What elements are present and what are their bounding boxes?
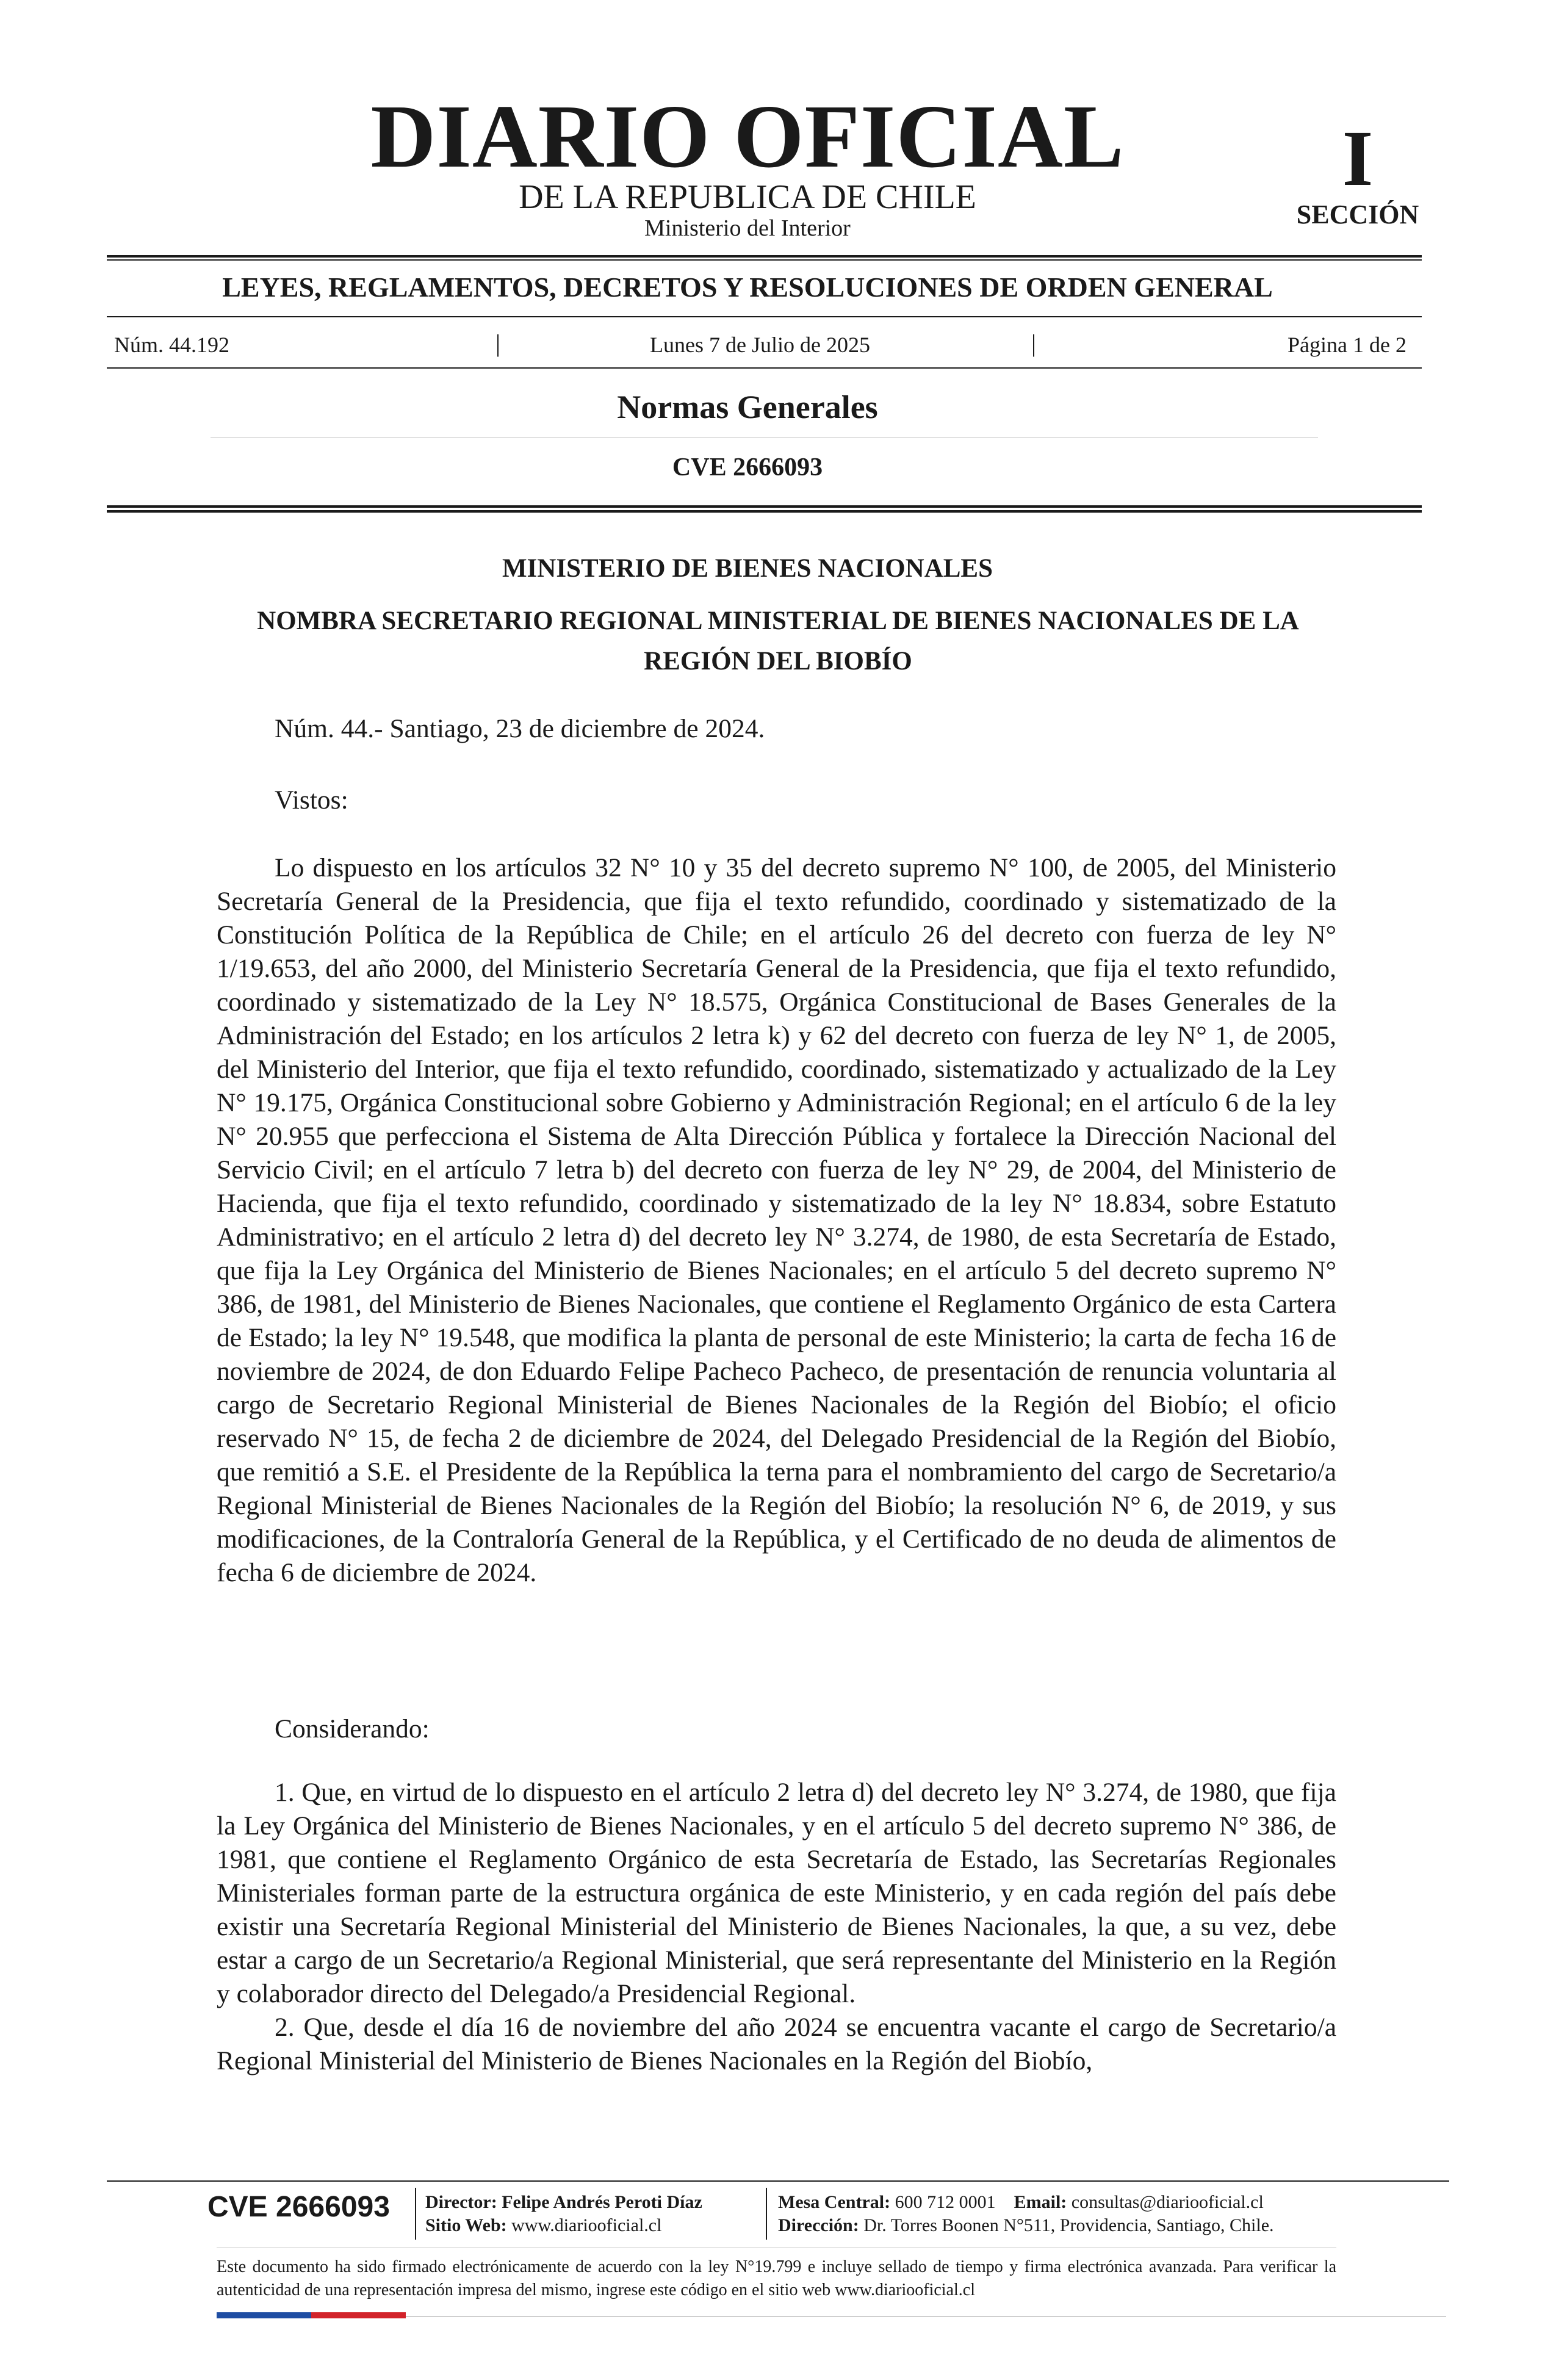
vistos-paragraph <box>217 851 1336 1590</box>
address-text: Dr. Torres Boonen N°511, Providencia, Santiago, Chile. <box>863 2215 1274 2235</box>
document-title: NOMBRA SECRETARIO REGIONAL MINISTERIAL DE BIENES NACIONALES DE LA REGIÓN DEL BIOBÍO <box>257 607 1299 676</box>
email-link[interactable]: consultas@diariooficial.cl <box>1071 2192 1264 2212</box>
phone-label: Mesa Central: <box>778 2192 891 2212</box>
footer-rule <box>107 2180 1449 2182</box>
director-label: Director: <box>425 2192 497 2212</box>
masthead-ministry: Ministerio del Interior <box>644 215 851 241</box>
considerando-label: Considerando: <box>275 1714 430 1744</box>
considerando-1: 1. Que, en virtud de lo dispuesto en el artículo 2 letra d) del decreto ley N° 3.274, de 1980, que fija la Ley Orgánica del Ministerio de Bienes Nacionales, y en el artículo 5 del decreto supremo N° 386, de 1981, que contiene el Reglamento Orgánico de esta Secretaría de Estado, las Secretarías Regionales Ministeriales forman parte de la estructura orgánica de este Ministerio, y en cada región del país debe existir una Secretaría Regional Ministerial del Ministerio de Bienes Nacionales, la que, a su vez, debe estar a cargo de un Secretario/a Regional Ministerial, que será representante del Ministerio en la Región y colaborador directo del Delegado/a Presidencial Regional. <box>217 1778 1336 2008</box>
section-number: I <box>1342 115 1374 203</box>
document-ministry: MINISTERIO DE BIENES NACIONALES <box>502 554 993 583</box>
footer-contact-block <box>778 2191 1274 2237</box>
masthead-title: DIARIO OFICIAL <box>370 87 1125 187</box>
header-bottom-rule-1 <box>107 505 1422 508</box>
vistos-text: Lo dispuesto en los artículos 32 N° 10 y 35 del decreto supremo N° 100, de 2005, del Ministerio Secretaría General de la Presidencia, que fija el texto refundido, coordinado y sistematizado de la Constitución Política de la República de Chile; en el artículo 26 del decreto con fuerza de ley N° 1/19.653, del año 2000, del Ministerio Secretaría General de la Presidencia, que fija el texto refundido, coordinado y sistematizado de la Ley N° 18.575, Orgánica Constitucional de Bases Generales de la Administración del Estado; en los artículos 2 letra k) y 62 del decreto con fuerza de ley N° 1, de 2005, del Ministerio del Interior, que fija el texto refundido, coordinado, sistematizado y actualizado de la Ley N° 19.175, Orgánica Constitucional sobre Gobierno y Administración Regional; en el artículo 6 de la ley N° 20.955 que perfecciona el Sistema de Alta Dirección Pública y fortalece la Dirección Nacional del Servicio Civil; en el artículo 7 letra b) del decreto con fuerza de ley N° 29, de 2004, del Ministerio de Hacienda, que fija el texto refundido, coordinado y sistematizado de la ley N° 18.834, sobre Estatuto Administrativo; en el artículo 2 letra d) del decreto ley N° 3.274, de 1980, de esta Secretaría de Estado, que fija la Ley Orgánica del Ministerio de Bienes Nacionales; en el artículo 5 del decreto supremo N° 386, de 1981, del Ministerio de Bienes Nacionales, que contiene el Reglamento Orgánico de esta Cartera de Estado; la ley N° 19.548, que modifica la planta de personal de este Ministerio; la carta de fecha 16 de noviembre de 2024, de don Eduardo Felipe Pacheco Pacheco, de presentación de renuncia voluntaria al cargo de Secretario Regional Ministerial de Bienes Nacionales de la Región del Biobío; el oficio reservado N° 15, de fecha 2 de diciembre de 2024, del Delegado Presidencial de la Región del Biobío, que remitió a S.E. el Presidente de la República la terna para el nombramiento del cargo de Secretario/a Regional Ministerial de Bienes Nacionales de la Región del Biobío; la resolución N° 6, de 2019, y sus modificaciones, de la Contraloría General de la República, y el Certificado de no deuda de alimentos de fecha 6 de diciembre de 2024. <box>217 853 1336 1587</box>
considerando-2: 2. Que, desde el día 16 de noviembre del año 2024 se encuentra vacante el cargo de Secretario/a Regional Ministerial del Ministerio de Bienes Nacionales en la Región del Biobío, <box>217 2013 1336 2075</box>
masthead-rule-2 <box>107 259 1422 261</box>
category-heading: LEYES, REGLAMENTOS, DECRETOS Y RESOLUCIONES DE ORDEN GENERAL <box>222 272 1273 303</box>
separator: | <box>495 330 501 357</box>
footer-cve-code: CVE 2666093 <box>207 2191 390 2223</box>
considerando-paragraphs <box>217 1776 1336 2078</box>
website-label: Sitio Web: <box>425 2215 507 2235</box>
category-rule <box>107 316 1422 317</box>
footer-signature-note: Este documento ha sido firmado electrónicamente de acuerdo con la ley N°19.799 e incluye sellado de tiempo y firma electrónica avanzada. Para verificar la autenticidad de una representación impresa del mismo, ingrese este código en el sitio web www.diariooficial.cl <box>217 2257 1336 2299</box>
email-label: Email: <box>1014 2192 1067 2212</box>
footer-divider <box>415 2188 416 2240</box>
masthead-subtitle: DE LA REPUBLICA DE CHILE <box>519 178 976 216</box>
issue-date: Lunes 7 de Julio de 2025 <box>650 333 870 357</box>
separator: | <box>1031 330 1037 357</box>
section-label: SECCIÓN <box>1296 200 1419 229</box>
info-rule <box>107 367 1422 369</box>
decree-number-line: Núm. 44.- Santiago, 23 de diciembre de 2024. <box>275 714 765 743</box>
footer-divider <box>766 2188 767 2240</box>
section-title-rule <box>211 437 1318 438</box>
footer-bottom-line <box>406 2316 1446 2317</box>
director-name: Felipe Andrés Peroti Díaz <box>502 2192 702 2212</box>
section-title: Normas Generales <box>617 389 878 425</box>
flag-stripe-blue <box>217 2312 311 2318</box>
website-link[interactable]: www.diariooficial.cl <box>511 2215 662 2235</box>
address-label: Dirección: <box>778 2215 859 2235</box>
flag-stripe-red <box>311 2312 406 2318</box>
cve-code: CVE 2666093 <box>672 453 823 481</box>
header-bottom-rule-2 <box>107 510 1422 513</box>
phone-number: 600 712 0001 <box>895 2192 996 2212</box>
issue-number: Núm. 44.192 <box>114 333 229 357</box>
vistos-label: Vistos: <box>275 785 348 815</box>
masthead-rule-1 <box>107 255 1422 258</box>
page-indicator: Página 1 de 2 <box>1288 333 1407 357</box>
footer-director-block <box>425 2191 702 2237</box>
